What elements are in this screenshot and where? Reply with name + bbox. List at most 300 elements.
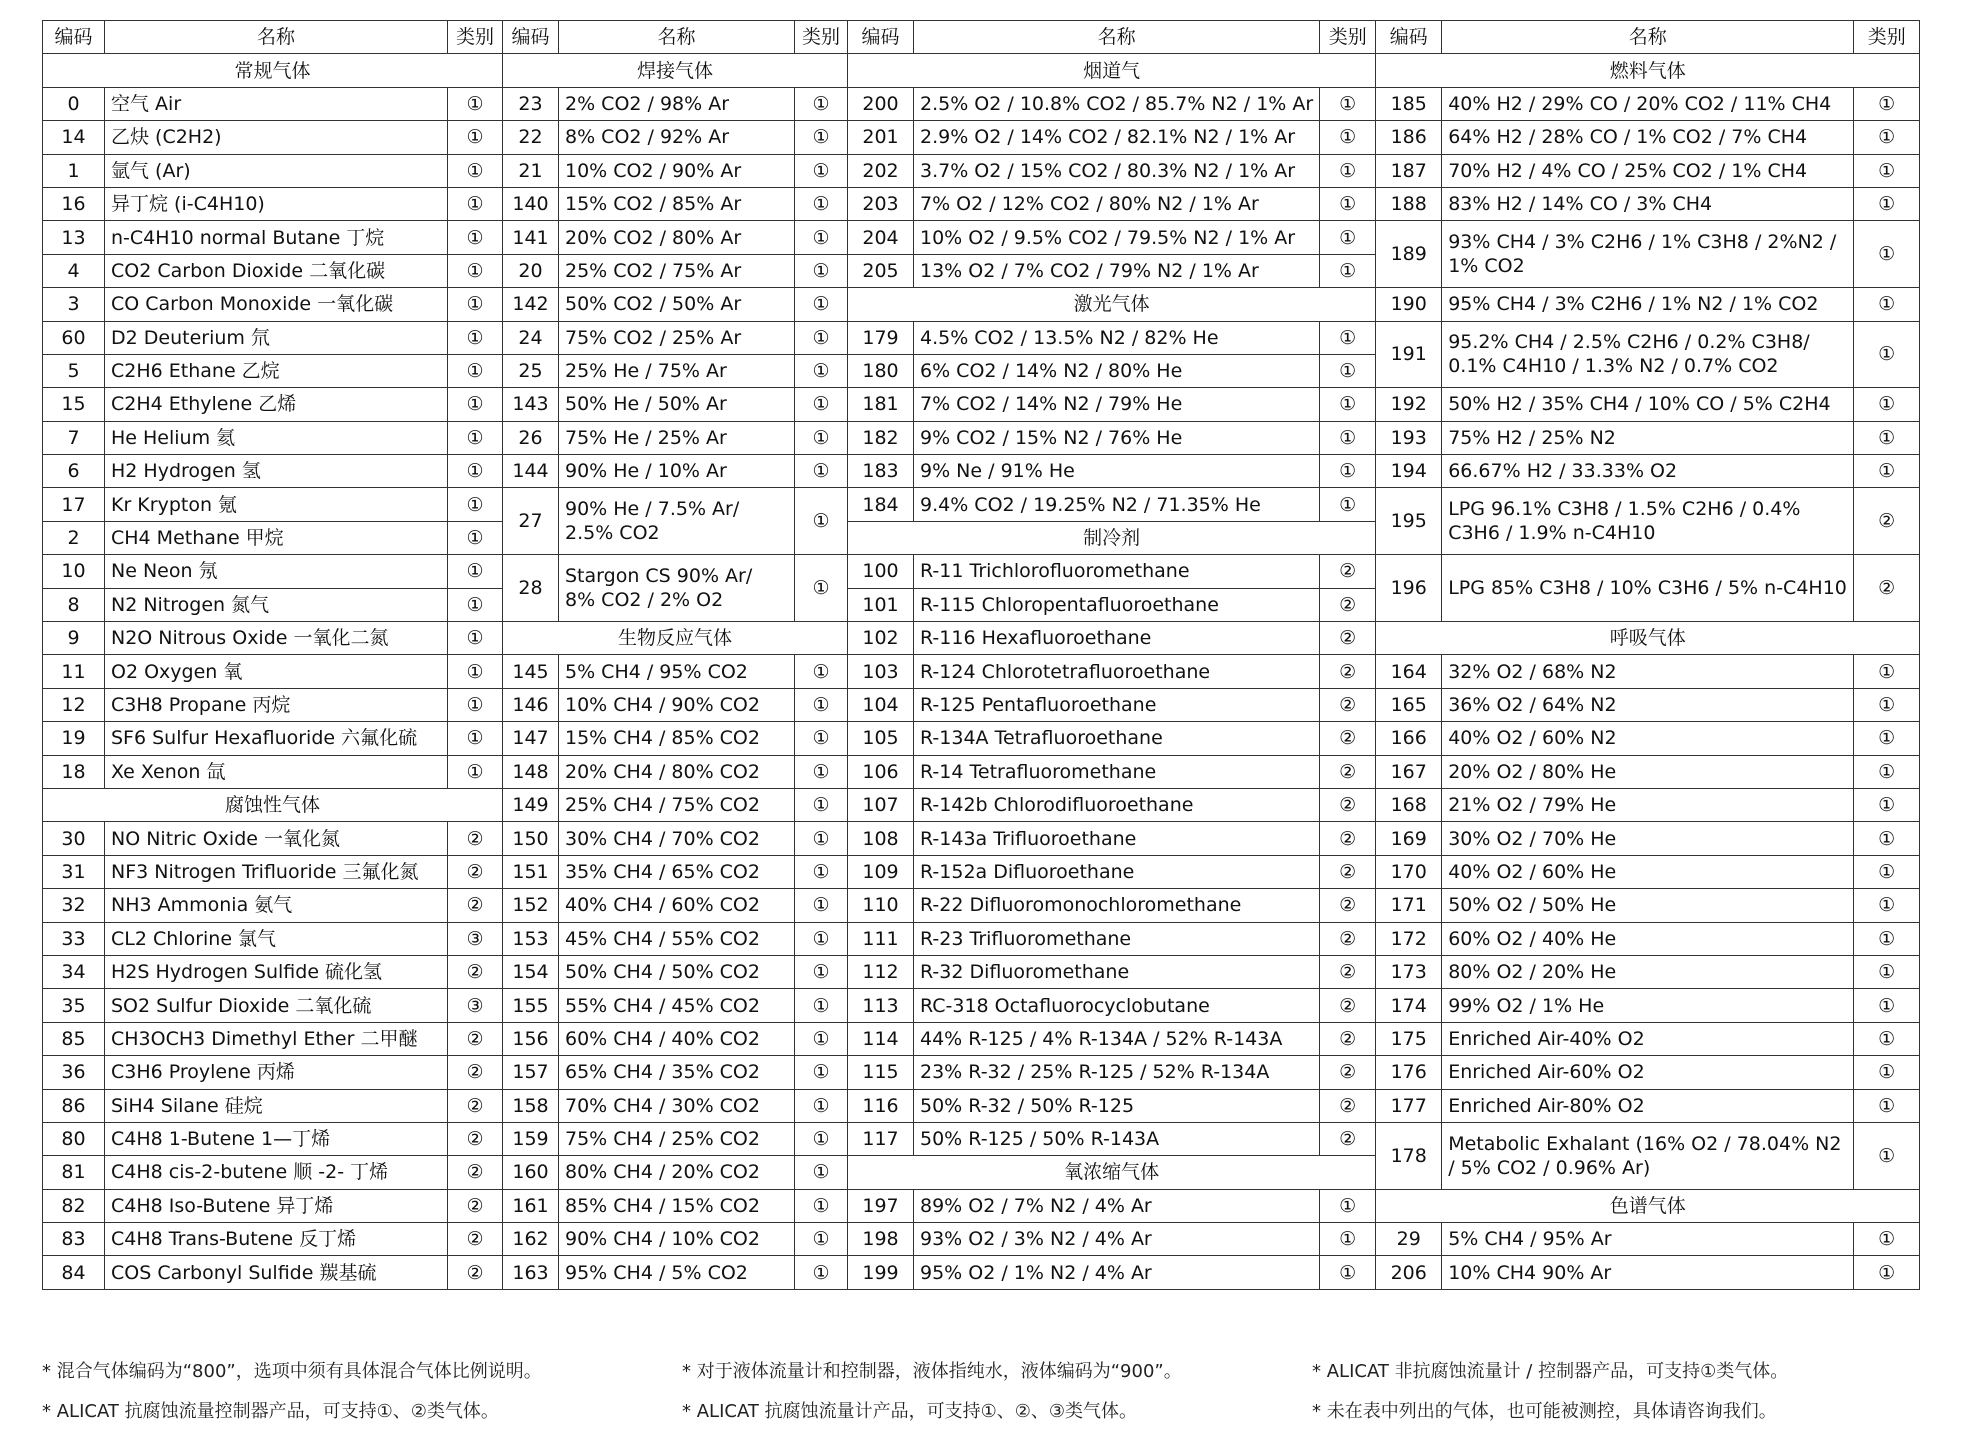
gas-name: SiH4 Silane 硅烷	[105, 1089, 448, 1122]
gas-category: ②	[1320, 1056, 1376, 1089]
gas-category: ②	[1320, 1122, 1376, 1155]
gas-name: 50% R-32 / 50% R-125	[914, 1089, 1320, 1122]
section-refrigerant: 制冷剂	[848, 521, 1376, 554]
section-bioreactor: 生物反应气体	[503, 622, 848, 655]
gas-name: H2S Hydrogen Sulfide 硫化氢	[105, 955, 448, 988]
gas-name: 36% O2 / 64% N2	[1442, 688, 1854, 721]
gas-code: 10	[43, 555, 105, 588]
table-row	[43, 154, 1920, 187]
gas-category: ②	[1320, 622, 1376, 655]
gas-code: 32	[43, 889, 105, 922]
gas-code: 14	[43, 121, 105, 154]
gas-name: 99% O2 / 1% He	[1442, 989, 1854, 1022]
gas-code: 201	[848, 121, 914, 154]
gas-name: 60% CH4 / 40% CO2	[559, 1022, 795, 1055]
table-row	[43, 722, 1920, 755]
gas-code: 173	[1376, 955, 1442, 988]
gas-code: 3	[43, 288, 105, 321]
gas-code: 19	[43, 722, 105, 755]
gas-code: 110	[848, 889, 914, 922]
gas-name: NO Nitric Oxide 一氧化氮	[105, 822, 448, 855]
gas-name: 50% CH4 / 50% CO2	[559, 955, 795, 988]
gas-category: ②	[448, 855, 503, 888]
gas-category: ①	[1320, 421, 1376, 454]
gas-category: ②	[1854, 555, 1920, 622]
gas-category: ①	[448, 154, 503, 187]
gas-code: 149	[503, 788, 559, 821]
gas-category: ①	[448, 321, 503, 354]
gas-name: 13% O2 / 7% CO2 / 79% N2 / 1% Ar	[914, 254, 1320, 287]
gas-category: ②	[1320, 889, 1376, 922]
gas-code: 80	[43, 1122, 105, 1155]
gas-code: 165	[1376, 688, 1442, 721]
gas-name: Kr Krypton 氪	[105, 488, 448, 521]
gas-code: 170	[1376, 855, 1442, 888]
gas-name: R-152a Difluoroethane	[914, 855, 1320, 888]
note-unlisted: * 未在表中列出的气体，也可能被测控，具体请咨询我们。	[1312, 1401, 1777, 1422]
gas-category: ②	[1320, 822, 1376, 855]
gas-category: ①	[1854, 755, 1920, 788]
table-row	[43, 1256, 1920, 1289]
gas-name: 10% CH4 90% Ar	[1442, 1256, 1854, 1289]
gas-code: 60	[43, 321, 105, 354]
gas-code: 21	[503, 154, 559, 187]
gas-category: ①	[795, 221, 848, 254]
gas-name: 40% CH4 / 60% CO2	[559, 889, 795, 922]
gas-name: 64% H2 / 28% CO / 1% CO2 / 7% CH4	[1442, 121, 1854, 154]
gas-name: LPG 85% C3H8 / 10% C3H6 / 5% n-C4H10	[1442, 555, 1854, 622]
column-header: 名称	[559, 21, 795, 54]
gas-code: 175	[1376, 1022, 1442, 1055]
column-header: 编码	[43, 21, 105, 54]
gas-code: 171	[1376, 889, 1442, 922]
gas-category: ①	[795, 955, 848, 988]
gas-code: 180	[848, 354, 914, 387]
gas-category: ①	[1854, 688, 1920, 721]
gas-name: C4H8 1-Butene 1—丁烯	[105, 1122, 448, 1155]
column-header: 编码	[1376, 21, 1442, 54]
gas-category: ②	[448, 1223, 503, 1256]
table-row	[43, 655, 1920, 688]
gas-name: R-124 Chlorotetrafluoroethane	[914, 655, 1320, 688]
table-row	[43, 87, 1920, 120]
gas-category: ②	[1320, 555, 1376, 588]
gas-category: ①	[448, 488, 503, 521]
gas-category: ①	[795, 87, 848, 120]
gas-category: ①	[795, 1022, 848, 1055]
gas-category: ①	[448, 187, 503, 220]
gas-category: ①	[795, 555, 848, 622]
table-row	[43, 488, 1920, 521]
note-corrosive-controller: * ALICAT 抗腐蚀流量控制器产品，可支持①、②类气体。	[42, 1401, 499, 1422]
gas-name: CO Carbon Monoxide 一氧化碳	[105, 288, 448, 321]
gas-name: 20% CH4 / 80% CO2	[559, 755, 795, 788]
gas-category: ①	[1320, 388, 1376, 421]
gas-code: 162	[503, 1223, 559, 1256]
gas-code: 104	[848, 688, 914, 721]
gas-code: 189	[1376, 221, 1442, 288]
gas-name: COS Carbonyl Sulfide 羰基硫	[105, 1256, 448, 1289]
gas-code: 26	[503, 421, 559, 454]
gas-code: 161	[503, 1189, 559, 1222]
gas-code: 103	[848, 655, 914, 688]
gas-code: 100	[848, 555, 914, 588]
gas-code: 7	[43, 421, 105, 454]
table-row	[43, 755, 1920, 788]
gas-name: 70% CH4 / 30% CO2	[559, 1089, 795, 1122]
gas-category: ①	[1320, 154, 1376, 187]
column-header: 名称	[105, 21, 448, 54]
gas-category: ②	[1320, 788, 1376, 821]
gas-category: ②	[448, 1189, 503, 1222]
table-row	[43, 1122, 1920, 1155]
gas-category: ②	[1320, 855, 1376, 888]
gas-category: ①	[795, 722, 848, 755]
gas-category: ①	[1320, 1223, 1376, 1256]
gas-category: ②	[1854, 488, 1920, 555]
gas-code: 150	[503, 822, 559, 855]
gas-code: 185	[1376, 87, 1442, 120]
gas-name: 85% CH4 / 15% CO2	[559, 1189, 795, 1222]
gas-category: ②	[1320, 655, 1376, 688]
gas-category: ①	[448, 87, 503, 120]
gas-code: 194	[1376, 455, 1442, 488]
gas-name: 30% CH4 / 70% CO2	[559, 822, 795, 855]
gas-category: ①	[1854, 1089, 1920, 1122]
gas-name: R-23 Trifluoromethane	[914, 922, 1320, 955]
gas-code: 27	[503, 488, 559, 555]
gas-category: ①	[795, 922, 848, 955]
gas-name: 93% CH4 / 3% C2H6 / 1% C3H8 / 2%N2 / 1% CO2	[1442, 221, 1854, 288]
gas-category: ①	[1320, 321, 1376, 354]
gas-category: ①	[448, 388, 503, 421]
gas-category: ①	[795, 388, 848, 421]
gas-category: ①	[1854, 855, 1920, 888]
gas-code: 183	[848, 455, 914, 488]
gas-name: Xe Xenon 氙	[105, 755, 448, 788]
gas-name: 15% CH4 / 85% CO2	[559, 722, 795, 755]
gas-code: 117	[848, 1122, 914, 1155]
gas-category: ①	[448, 688, 503, 721]
gas-code: 1	[43, 154, 105, 187]
table-row	[43, 1089, 1920, 1122]
gas-name: 2.9% O2 / 14% CO2 / 82.1% N2 / 1% Ar	[914, 121, 1320, 154]
note-mixed-gas: * 混合气体编码为“800”，选项中须有具体混合气体比例说明。	[42, 1361, 542, 1382]
gas-name: C2H6 Ethane 乙烷	[105, 354, 448, 387]
gas-code: 153	[503, 922, 559, 955]
gas-name: 90% CH4 / 10% CO2	[559, 1223, 795, 1256]
gas-category: ①	[1854, 388, 1920, 421]
gas-code: 11	[43, 655, 105, 688]
table-row	[43, 788, 1920, 821]
gas-name: 9.4% CO2 / 19.25% N2 / 71.35% He	[914, 488, 1320, 521]
gas-category: ①	[448, 722, 503, 755]
gas-code: 22	[503, 121, 559, 154]
gas-name: 95.2% CH4 / 2.5% C2H6 / 0.2% C3H8/ 0.1% C4H10 / 1.3% N2 / 0.7% CO2	[1442, 321, 1854, 388]
gas-category: ①	[448, 221, 503, 254]
gas-name: Stargon CS 90% Ar/ 8% CO2 / 2% O2	[559, 555, 795, 622]
note-liquid: * 对于液体流量计和控制器，液体指纯水，液体编码为“900”。	[682, 1361, 1182, 1382]
gas-name: 2% CO2 / 98% Ar	[559, 87, 795, 120]
gas-code: 30	[43, 822, 105, 855]
gas-code: 12	[43, 688, 105, 721]
gas-code: 147	[503, 722, 559, 755]
gas-name: C4H8 Iso-Butene 异丁烯	[105, 1189, 448, 1222]
gas-code: 166	[1376, 722, 1442, 755]
section-welding: 焊接气体	[503, 54, 848, 87]
gas-code: 36	[43, 1056, 105, 1089]
gas-category: ②	[1320, 722, 1376, 755]
gas-name: 7% O2 / 12% CO2 / 80% N2 / 1% Ar	[914, 187, 1320, 220]
gas-name: C4H8 Trans-Butene 反丁烯	[105, 1223, 448, 1256]
gas-code: 34	[43, 955, 105, 988]
gas-name: 15% CO2 / 85% Ar	[559, 187, 795, 220]
gas-name: 40% O2 / 60% He	[1442, 855, 1854, 888]
gas-code: 199	[848, 1256, 914, 1289]
table-row	[43, 121, 1920, 154]
gas-name: R-11 Trichlorofluoromethane	[914, 555, 1320, 588]
gas-code: 157	[503, 1056, 559, 1089]
gas-name: 35% CH4 / 65% CO2	[559, 855, 795, 888]
gas-category: ①	[1854, 154, 1920, 187]
gas-name: 23% R-32 / 25% R-125 / 52% R-134A	[914, 1056, 1320, 1089]
gas-code: 206	[1376, 1256, 1442, 1289]
gas-code: 151	[503, 855, 559, 888]
gas-category: ①	[795, 822, 848, 855]
gas-name: 93% O2 / 3% N2 / 4% Ar	[914, 1223, 1320, 1256]
gas-name: 80% CH4 / 20% CO2	[559, 1156, 795, 1189]
gas-code: 168	[1376, 788, 1442, 821]
gas-name: 44% R-125 / 4% R-134A / 52% R-143A	[914, 1022, 1320, 1055]
gas-code: 158	[503, 1089, 559, 1122]
gas-name: 70% H2 / 4% CO / 25% CO2 / 1% CH4	[1442, 154, 1854, 187]
gas-name: NH3 Ammonia 氨气	[105, 889, 448, 922]
section-fuel: 燃料气体	[1376, 54, 1920, 87]
gas-code: 108	[848, 822, 914, 855]
gas-code: 202	[848, 154, 914, 187]
section-breathing: 呼吸气体	[1376, 622, 1920, 655]
gas-code: 82	[43, 1189, 105, 1222]
gas-category: ①	[1854, 421, 1920, 454]
column-header: 编码	[503, 21, 559, 54]
gas-code: 81	[43, 1156, 105, 1189]
gas-code: 85	[43, 1022, 105, 1055]
gas-code: 200	[848, 87, 914, 120]
gas-code: 184	[848, 488, 914, 521]
gas-name: 5% CH4 / 95% Ar	[1442, 1223, 1854, 1256]
gas-name: 50% He / 50% Ar	[559, 388, 795, 421]
gas-code: 204	[848, 221, 914, 254]
table-row	[43, 1056, 1920, 1089]
table-row	[43, 54, 1920, 87]
gas-name: 空气 Air	[105, 87, 448, 120]
gas-category: ①	[448, 288, 503, 321]
gas-code: 5	[43, 354, 105, 387]
gas-name: 25% CH4 / 75% CO2	[559, 788, 795, 821]
gas-name: 75% He / 25% Ar	[559, 421, 795, 454]
gas-name: R-134A Tetrafluoroethane	[914, 722, 1320, 755]
gas-category: ①	[795, 1089, 848, 1122]
gas-code: 152	[503, 889, 559, 922]
gas-name: C2H4 Ethylene 乙烯	[105, 388, 448, 421]
gas-name: 50% O2 / 50% He	[1442, 889, 1854, 922]
gas-code: 192	[1376, 388, 1442, 421]
gas-name: 89% O2 / 7% N2 / 4% Ar	[914, 1189, 1320, 1222]
gas-category: ①	[795, 855, 848, 888]
gas-code: 25	[503, 354, 559, 387]
gas-category: ②	[1320, 955, 1376, 988]
gas-category: ①	[1854, 955, 1920, 988]
gas-category: ①	[795, 688, 848, 721]
section-flue: 烟道气	[848, 54, 1376, 87]
gas-code: 29	[1376, 1223, 1442, 1256]
gas-code: 191	[1376, 321, 1442, 388]
gas-category: ①	[448, 521, 503, 554]
gas-code: 197	[848, 1189, 914, 1222]
gas-category: ②	[448, 1156, 503, 1189]
gas-name: N2 Nitrogen 氮气	[105, 588, 448, 621]
gas-name: 异丁烷 (i-C4H10)	[105, 187, 448, 220]
gas-code: 84	[43, 1256, 105, 1289]
gas-code: 83	[43, 1223, 105, 1256]
gas-category: ①	[795, 488, 848, 555]
gas-category: ①	[795, 187, 848, 220]
gas-code: 196	[1376, 555, 1442, 622]
gas-code: 9	[43, 622, 105, 655]
gas-category: ①	[448, 254, 503, 287]
gas-code: 141	[503, 221, 559, 254]
gas-category: ①	[448, 421, 503, 454]
gas-name: 4.5% CO2 / 13.5% N2 / 82% He	[914, 321, 1320, 354]
gas-name: 50% R-125 / 50% R-143A	[914, 1122, 1320, 1155]
gas-code: 188	[1376, 187, 1442, 220]
gas-name: 乙炔 (C2H2)	[105, 121, 448, 154]
gas-code: 186	[1376, 121, 1442, 154]
gas-name: NF3 Nitrogen Trifluoride 三氟化氮	[105, 855, 448, 888]
gas-code: 167	[1376, 755, 1442, 788]
gas-name: 6% CO2 / 14% N2 / 80% He	[914, 354, 1320, 387]
gas-category: ①	[795, 1122, 848, 1155]
gas-category: ①	[1320, 254, 1376, 287]
gas-name: C4H8 cis-2-butene 顺 -2- 丁烯	[105, 1156, 448, 1189]
gas-code: 20	[503, 254, 559, 287]
gas-code-table	[42, 20, 1920, 1290]
gas-code: 179	[848, 321, 914, 354]
gas-name: 10% CO2 / 90% Ar	[559, 154, 795, 187]
gas-category: ②	[1320, 688, 1376, 721]
gas-category: ①	[795, 889, 848, 922]
gas-category: ①	[795, 1156, 848, 1189]
gas-category: ①	[1854, 455, 1920, 488]
column-header: 编码	[848, 21, 914, 54]
column-header: 类别	[448, 21, 503, 54]
gas-category: ①	[1854, 288, 1920, 321]
table-row	[43, 1223, 1920, 1256]
gas-code: 145	[503, 655, 559, 688]
gas-name: Enriched Air-60% O2	[1442, 1056, 1854, 1089]
gas-code: 205	[848, 254, 914, 287]
footnotes	[42, 1350, 1942, 1430]
gas-category: ①	[1854, 121, 1920, 154]
section-laser: 激光气体	[848, 288, 1376, 321]
table-row	[43, 855, 1920, 888]
gas-name: CL2 Chlorine 氯气	[105, 922, 448, 955]
gas-code: 203	[848, 187, 914, 220]
gas-category: ①	[1320, 187, 1376, 220]
gas-name: 9% Ne / 91% He	[914, 455, 1320, 488]
gas-name: 21% O2 / 79% He	[1442, 788, 1854, 821]
gas-name: 95% CH4 / 3% C2H6 / 1% N2 / 1% CO2	[1442, 288, 1854, 321]
gas-category: ①	[1320, 488, 1376, 521]
table-row	[43, 922, 1920, 955]
table-row	[43, 455, 1920, 488]
gas-code: 109	[848, 855, 914, 888]
gas-category: ①	[1854, 1122, 1920, 1189]
gas-code: 195	[1376, 488, 1442, 555]
gas-name: CO2 Carbon Dioxide 二氧化碳	[105, 254, 448, 287]
gas-code: 198	[848, 1223, 914, 1256]
gas-category: ①	[1854, 722, 1920, 755]
gas-code: 143	[503, 388, 559, 421]
gas-category: ①	[795, 1056, 848, 1089]
gas-code: 112	[848, 955, 914, 988]
gas-category: ①	[795, 655, 848, 688]
gas-name: 75% CO2 / 25% Ar	[559, 321, 795, 354]
gas-code: 0	[43, 87, 105, 120]
gas-category: ②	[448, 1022, 503, 1055]
gas-code: 146	[503, 688, 559, 721]
gas-name: 95% O2 / 1% N2 / 4% Ar	[914, 1256, 1320, 1289]
gas-code: 18	[43, 755, 105, 788]
gas-name: 40% H2 / 29% CO / 20% CO2 / 11% CH4	[1442, 87, 1854, 120]
gas-code: 17	[43, 488, 105, 521]
gas-category: ①	[448, 588, 503, 621]
gas-code: 107	[848, 788, 914, 821]
gas-category: ①	[1320, 221, 1376, 254]
gas-name: 30% O2 / 70% He	[1442, 822, 1854, 855]
gas-code: 182	[848, 421, 914, 454]
gas-name: 32% O2 / 68% N2	[1442, 655, 1854, 688]
gas-category: ①	[1320, 121, 1376, 154]
gas-category: ②	[448, 1122, 503, 1155]
gas-code: 16	[43, 187, 105, 220]
gas-code: 105	[848, 722, 914, 755]
gas-category: ①	[1854, 1056, 1920, 1089]
gas-category: ①	[448, 555, 503, 588]
table-row	[43, 421, 1920, 454]
gas-category: ①	[1854, 922, 1920, 955]
gas-name: 83% H2 / 14% CO / 3% CH4	[1442, 187, 1854, 220]
gas-category: ①	[795, 755, 848, 788]
gas-code: 111	[848, 922, 914, 955]
column-header: 类别	[795, 21, 848, 54]
gas-category: ①	[795, 121, 848, 154]
gas-name: R-116 Hexafluoroethane	[914, 622, 1320, 655]
gas-category: ②	[1320, 989, 1376, 1022]
gas-code: 142	[503, 288, 559, 321]
gas-name: D2 Deuterium 氘	[105, 321, 448, 354]
gas-name: 40% O2 / 60% N2	[1442, 722, 1854, 755]
gas-name: 8% CO2 / 92% Ar	[559, 121, 795, 154]
section-corrosive: 腐蚀性气体	[43, 788, 503, 821]
gas-name: 45% CH4 / 55% CO2	[559, 922, 795, 955]
table-row	[43, 221, 1920, 254]
gas-name: 80% O2 / 20% He	[1442, 955, 1854, 988]
gas-name: LPG 96.1% C3H8 / 1.5% C2H6 / 0.4% C3H6 / 1.9% n-C4H10	[1442, 488, 1854, 555]
gas-category: ①	[795, 788, 848, 821]
gas-code: 114	[848, 1022, 914, 1055]
gas-code: 174	[1376, 989, 1442, 1022]
